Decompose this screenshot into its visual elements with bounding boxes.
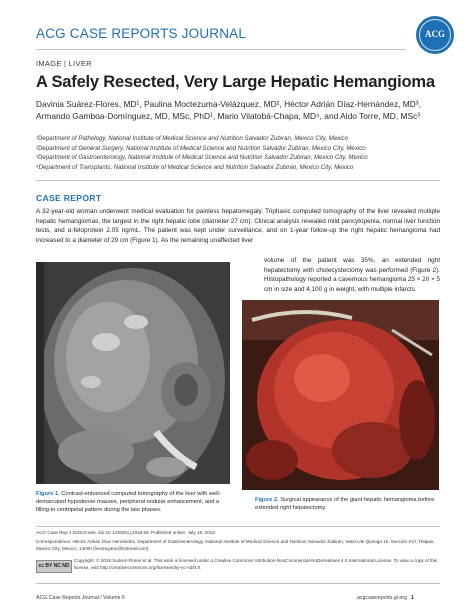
footnote-divider: [36, 526, 440, 527]
author-list: [36, 99, 440, 123]
section-divider: [36, 180, 440, 181]
figure-1-text: Contrast-enhanced computed tomography of the liver with well-demarcated hypodense masses, peripheral nodular enhancement, and a filling-in centripetal pattern during the late phases.: [36, 491, 221, 514]
article-title: A Safely Resected, Very Large Hepatic Hemangioma: [36, 73, 435, 91]
acg-logo: [416, 16, 454, 54]
journal-name: ACG CASE REPORTS JOURNAL: [36, 26, 247, 41]
case-paragraph-1: A 32-year-old woman underwent medical evaluation for painless hepatomegaly. Triphasic computed tomography of the liver revealed multiple hepatic hemangiomas, the largest in the right hepatic lobe (diameter 27 cm). Clinical analysis revealed mild pancytopenia, normal liver function tests, and α-fetoprotein 2.05 ng/mL. The patient was kept under surveillance, and on 1-year follow-up the right hepatic hemangioma had increased to a diameter of 29 cm (Figure 1). As the remaining unaffected liver: [36, 208, 440, 244]
ct-scan-image: [36, 262, 230, 484]
correspondence: Correspondence: Héctor Adrián Díaz Hernández, Department of Gastroenterology, National Institute of Medical Science and Nutrition Salvador Zubiran, Vasco de Quiroga 15, Sección XVI, Tlalpan, Mexico City, Mexico, 14000 (hectrayano@hotmail.com).: [36, 539, 435, 551]
article-category: IMAGE | LIVER: [36, 59, 92, 68]
figure-1-label: Figure 1.: [36, 491, 60, 497]
figure-2-text: Surgical appearance of the giant hepatic hemangioma before extended right hepatectomy.: [255, 497, 435, 512]
figure-1-caption: [36, 490, 232, 515]
affiliation-3: ³Department of Gastroenterology, National Institute of Medical Science and Nutrition Salvador Zubiran, Mexico City, Mexico: [36, 154, 368, 161]
affiliation-2: ²Department of General Surgery, National Institute of Medical Science and Nutrition Salvador Zubiran, Mexico City, Mexico: [36, 144, 366, 152]
website-link[interactable]: acgcasereports.gi.org: [357, 595, 407, 601]
license-text: Copyright: © 2018 Suárez-Flores et al. This work is licensed under a Creative Commons Attribution-NonCommercial-NoDerivatives 4.0 International License. To view a copy of this license, visit http://creativecommons.org/licenses/by-nc-nd/4.0.: [74, 558, 438, 570]
affiliation-1: ¹Department of Pathology, National Institute of Medical Science and Nutrition Salvador Zubiran, Mexico City, Mexico: [36, 135, 349, 142]
case-paragraph-2: volume of the patient was 35%, an extended right hepatectomy with cholecystectomy was performed (Figure 2). Histopathology reported a cavernous hemangioma 25 × 20 × 5 cm in size and 4,100 g in weight, with multiple infarcts: [264, 257, 440, 293]
citation-line: ACG Case Rep J 2018;5:e55. doi:10.14309/crj.2018.55. Published online: July 18, 2018.: [36, 530, 217, 535]
page-number: 1: [410, 595, 414, 601]
footer-divider: [36, 583, 440, 584]
authors-line-1: Davinia Suárez-Flores, MD¹, Paulina Moctezuma-Velázquez, MD², Héctor Adrián Díaz-Hernández, MD³,: [36, 99, 421, 109]
ct-scan-figure: [36, 262, 230, 484]
authors-line-2: Armando Gamboa-Domínguez, MD, MSc, PhD¹, Mario Vilatobá-Chapa, MD⁴, and Aldo Torre, MD, MSc³: [36, 110, 421, 121]
surgical-photo-figure: [242, 300, 439, 490]
cc-license-badge[interactable]: cc BY NC ND: [36, 560, 72, 573]
affiliation-4: ⁴Department of Transplants, National Institute of Medical Science and Nutrition Salvador Zubiran, Mexico City, Mexico: [36, 163, 354, 171]
figure-2-caption: [255, 496, 440, 512]
figure-2-label: Figure 2.: [255, 497, 279, 503]
logo-text: ACG: [425, 29, 445, 39]
affiliations: [36, 134, 440, 172]
section-heading: CASE REPORT: [36, 193, 102, 203]
footer-right: [357, 595, 414, 601]
surgical-photo-image: [242, 300, 439, 490]
header-divider: [36, 49, 406, 50]
journal-volume: ACG Case Reports Journal / Volume 5: [36, 595, 125, 601]
